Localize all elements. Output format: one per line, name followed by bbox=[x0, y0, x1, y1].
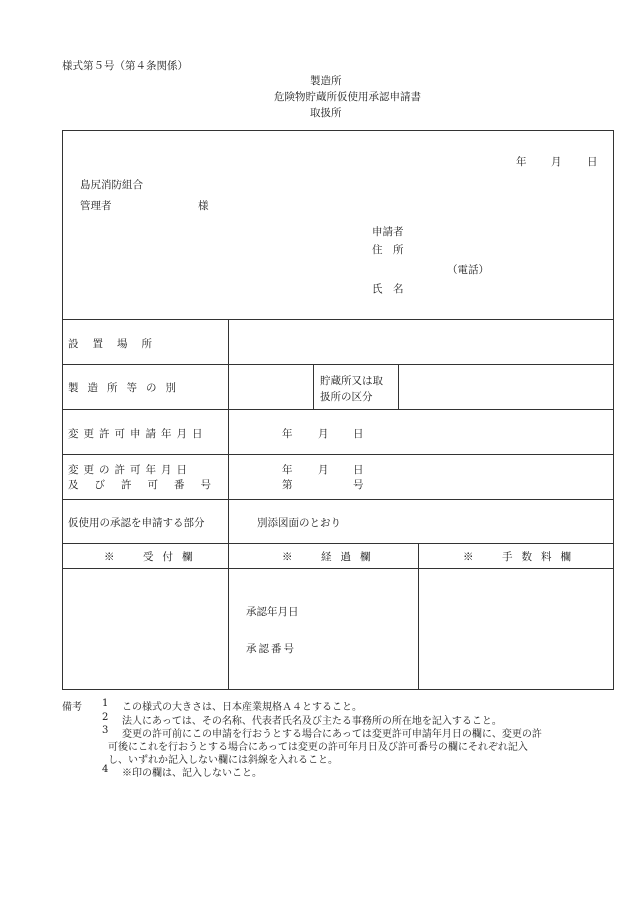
divider bbox=[228, 319, 229, 690]
name-label: 氏 名 bbox=[372, 283, 404, 295]
note-number: 4 bbox=[102, 764, 109, 775]
progress-header: ※ 経過欄 bbox=[282, 551, 380, 563]
divider bbox=[62, 319, 614, 320]
divider bbox=[62, 499, 614, 500]
change-permit-label-1: 変更の許可年月日 bbox=[68, 464, 192, 476]
recipient-manager: 管理者 bbox=[80, 200, 112, 212]
permit-month: 月 bbox=[318, 464, 329, 476]
form-number: 様式第５号（第４条関係） bbox=[62, 60, 188, 72]
title-top: 製造所 bbox=[310, 75, 342, 87]
permit-no-suffix: 号 bbox=[353, 479, 364, 491]
recipient-honorific: 様 bbox=[198, 200, 209, 212]
divider bbox=[62, 568, 614, 569]
storage-class-label-2: 扱所の区分 bbox=[320, 391, 373, 403]
note-text: 可後にこれを行おうとする場合にあっては変更の許可年月日及び許可番号の欄にそれぞれ記入 bbox=[108, 742, 528, 753]
location-label: 設置場所 bbox=[68, 338, 166, 350]
recipient-org: 島尻消防組合 bbox=[80, 179, 143, 191]
applicant-label: 申請者 bbox=[372, 226, 404, 238]
approval-date-label: 承認年月日 bbox=[246, 606, 299, 618]
note-number: 1 bbox=[102, 698, 109, 709]
change-permit-label-2: 及び許可番号 bbox=[68, 479, 227, 491]
form-table bbox=[62, 130, 614, 690]
phone-label: （電話） bbox=[447, 264, 489, 276]
note-text: し、いずれか記入しない欄には斜線を入れること。 bbox=[108, 755, 338, 766]
notes-heading: 備考 bbox=[62, 702, 82, 713]
date-day: 日 bbox=[587, 156, 598, 168]
facility-type-label: 製造所等の別 bbox=[68, 382, 185, 394]
divider bbox=[62, 543, 614, 544]
note-text: 法人にあっては、その名称、代表者氏名及び主たる事務所の所在地を記入すること。 bbox=[122, 716, 502, 727]
note-number: 2 bbox=[102, 712, 109, 723]
permit-year: 年 bbox=[282, 464, 293, 476]
change-apply-day: 日 bbox=[353, 428, 364, 440]
form-title: 危険物貯蔵所仮使用承認申請書 bbox=[274, 91, 421, 103]
reception-header: ※ 受付欄 bbox=[104, 551, 202, 563]
divider bbox=[313, 364, 314, 409]
change-apply-month: 月 bbox=[318, 428, 329, 440]
divider bbox=[418, 543, 419, 690]
change-apply-year: 年 bbox=[282, 428, 293, 440]
permit-no-prefix: 第 bbox=[282, 479, 293, 491]
divider bbox=[62, 409, 614, 410]
note-text: ※印の欄は、記入しないこと。 bbox=[122, 768, 262, 779]
approval-number-label: 承認番号 bbox=[246, 643, 296, 655]
date-month: 月 bbox=[551, 156, 562, 168]
permit-day: 日 bbox=[353, 464, 364, 476]
note-number: 3 bbox=[102, 725, 109, 736]
temp-use-label: 仮使用の承認を申請する部分 bbox=[68, 517, 205, 529]
divider bbox=[62, 454, 614, 455]
fee-header: ※ 手数料欄 bbox=[463, 551, 580, 563]
storage-class-label-1: 貯蔵所又は取 bbox=[320, 375, 383, 387]
address-label: 住 所 bbox=[372, 244, 404, 256]
note-text: 変更の許可前にこの申請を行おうとする場合にあっては変更許可申請年月日の欄に、変更の許 bbox=[122, 729, 542, 740]
change-apply-date-label: 変更許可申請年月日 bbox=[68, 428, 208, 440]
temp-use-value: 別添図面のとおり bbox=[257, 517, 341, 529]
date-year: 年 bbox=[516, 156, 527, 168]
note-text: この様式の大きさは、日本産業規格Ａ４とすること。 bbox=[122, 702, 362, 713]
title-bottom: 取扱所 bbox=[310, 107, 342, 119]
divider bbox=[398, 364, 399, 409]
divider bbox=[62, 364, 614, 365]
